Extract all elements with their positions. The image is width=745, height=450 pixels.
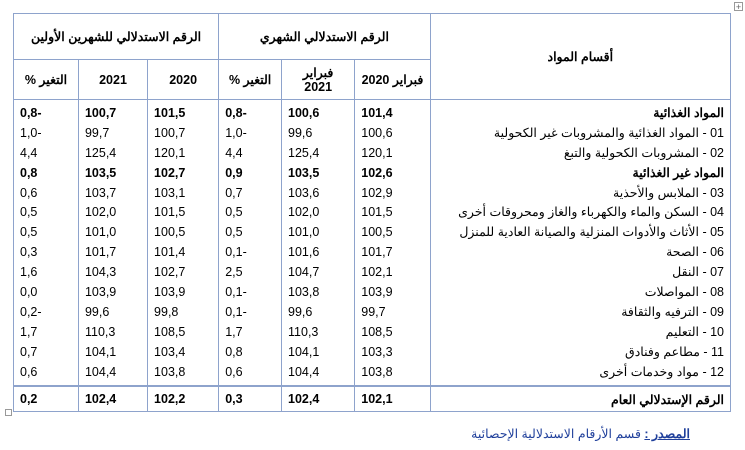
- cell-monthly-change: -0,1: [219, 242, 282, 262]
- cell-monthly-2021: 99,6: [282, 123, 355, 143]
- table-resize-handle-icon[interactable]: [5, 409, 12, 416]
- cell-two-month-2020: 103,4: [148, 342, 219, 362]
- table-row: [14, 163, 731, 183]
- source-value: قسم الأرقام الاستدلالية الإحصائية: [471, 427, 641, 441]
- cell-monthly-2021: 103,8: [282, 282, 355, 302]
- table-row: [14, 143, 731, 163]
- cell-two-month-change: 0,6: [14, 183, 79, 203]
- cell-two-month-2020: 103,8: [148, 362, 219, 387]
- table-row: [14, 322, 731, 342]
- cell-two-month-2020: 101,5: [148, 202, 219, 222]
- row-label: 02 - المشروبات الكحولية والتبغ: [430, 143, 730, 163]
- cell-two-month-2021: 103,5: [78, 163, 147, 183]
- cell-monthly-2020: 102,6: [355, 163, 430, 183]
- cell-two-month-2021: 104,4: [78, 362, 147, 387]
- cell-two-month-change: 1,6: [14, 262, 79, 282]
- table-row: [14, 262, 731, 282]
- cell-monthly-change: 0,3: [219, 386, 282, 412]
- source-note: [471, 426, 690, 441]
- general-index-row: [14, 386, 731, 412]
- cell-monthly-2021: 102,0: [282, 202, 355, 222]
- row-label: 06 - الصحة: [430, 242, 730, 262]
- cell-two-month-change: 0,0: [14, 282, 79, 302]
- cell-two-month-2021: 103,9: [78, 282, 147, 302]
- cell-monthly-change: 1,7: [219, 322, 282, 342]
- price-index-table: [13, 13, 731, 412]
- cell-monthly-2021: 100,6: [282, 100, 355, 123]
- cell-two-month-2020: 102,7: [148, 262, 219, 282]
- row-label: 08 - المواصلات: [430, 282, 730, 302]
- cell-monthly-2021: 102,4: [282, 386, 355, 412]
- cell-monthly-2020: 101,4: [355, 100, 430, 123]
- row-label: 04 - السكن والماء والكهرباء والغاز ومحروقات أخرى: [430, 202, 730, 222]
- cell-monthly-2021: 110,3: [282, 322, 355, 342]
- header-feb-2020: فبراير 2020: [355, 60, 430, 100]
- cell-monthly-2020: 100,6: [355, 123, 430, 143]
- row-label: 07 - النقل: [430, 262, 730, 282]
- cell-monthly-change: 0,9: [219, 163, 282, 183]
- cell-two-month-change: -0,8: [14, 100, 79, 123]
- cell-two-month-2021: 110,3: [78, 322, 147, 342]
- cell-two-month-2020: 102,2: [148, 386, 219, 412]
- cell-monthly-2021: 103,6: [282, 183, 355, 203]
- cell-two-month-2020: 100,5: [148, 222, 219, 242]
- cell-monthly-change: 4,4: [219, 143, 282, 163]
- cell-two-month-change: -1,0: [14, 123, 79, 143]
- table-row: [14, 100, 731, 123]
- cell-monthly-2021: 104,1: [282, 342, 355, 362]
- cell-monthly-2020: 103,3: [355, 342, 430, 362]
- cell-monthly-change: 2,5: [219, 262, 282, 282]
- cell-monthly-2021: 103,5: [282, 163, 355, 183]
- cell-monthly-2020: 120,1: [355, 143, 430, 163]
- cell-monthly-change: 0,7: [219, 183, 282, 203]
- cell-two-month-2020: 108,5: [148, 322, 219, 342]
- table-row: [14, 123, 731, 143]
- cell-monthly-2021: 101,6: [282, 242, 355, 262]
- table-row: [14, 202, 731, 222]
- table-row: [14, 282, 731, 302]
- cell-two-month-change: 0,3: [14, 242, 79, 262]
- header-year-2020: 2020: [148, 60, 219, 100]
- cell-monthly-change: -0,8: [219, 100, 282, 123]
- cell-two-month-change: 1,7: [14, 322, 79, 342]
- cell-monthly-change: 0,5: [219, 222, 282, 242]
- cell-two-month-2021: 99,7: [78, 123, 147, 143]
- table-row: [14, 222, 731, 242]
- cell-two-month-2020: 102,7: [148, 163, 219, 183]
- cell-monthly-2020: 101,5: [355, 202, 430, 222]
- row-label: 12 - مواد وخدمات أخرى: [430, 362, 730, 387]
- cell-monthly-2020: 103,8: [355, 362, 430, 387]
- row-label: 03 - الملابس والأحذية: [430, 183, 730, 203]
- cell-two-month-2021: 101,0: [78, 222, 147, 242]
- cell-monthly-change: -0,1: [219, 282, 282, 302]
- header-feb-2021: فبراير 2021: [282, 60, 355, 100]
- cell-two-month-2021: 100,7: [78, 100, 147, 123]
- cell-two-month-2020: 100,7: [148, 123, 219, 143]
- table-row: [14, 342, 731, 362]
- cell-two-month-change: 0,5: [14, 222, 79, 242]
- cell-two-month-change: 0,2: [14, 386, 79, 412]
- cell-monthly-2020: 102,1: [355, 386, 430, 412]
- cell-two-month-2021: 99,6: [78, 302, 147, 322]
- cell-monthly-2021: 104,7: [282, 262, 355, 282]
- header-two-month-index: الرقم الاستدلالي للشهرين الأولين: [14, 14, 219, 60]
- cell-two-month-2020: 103,9: [148, 282, 219, 302]
- cell-monthly-2020: 99,7: [355, 302, 430, 322]
- cell-two-month-2021: 125,4: [78, 143, 147, 163]
- table-body: [14, 100, 731, 387]
- header-categories: أقسام المواد: [430, 14, 730, 100]
- cell-monthly-2021: 99,6: [282, 302, 355, 322]
- cell-two-month-2020: 101,4: [148, 242, 219, 262]
- cell-two-month-2020: 99,8: [148, 302, 219, 322]
- row-label: 10 - التعليم: [430, 322, 730, 342]
- cell-two-month-change: -0,2: [14, 302, 79, 322]
- cell-two-month-2021: 102,4: [78, 386, 147, 412]
- cell-monthly-2020: 101,7: [355, 242, 430, 262]
- row-label: 11 - مطاعم وفنادق: [430, 342, 730, 362]
- cell-monthly-change: -0,1: [219, 302, 282, 322]
- cell-two-month-2021: 104,1: [78, 342, 147, 362]
- row-label: 09 - الترفيه والثقافة: [430, 302, 730, 322]
- cell-monthly-change: 0,8: [219, 342, 282, 362]
- cell-monthly-2021: 101,0: [282, 222, 355, 242]
- cell-monthly-2020: 102,1: [355, 262, 430, 282]
- row-label: الرقم الإستدلالي العام: [430, 386, 730, 412]
- table-move-handle-icon[interactable]: +: [735, 2, 742, 12]
- cell-monthly-change: 0,5: [219, 202, 282, 222]
- cell-two-month-change: 0,5: [14, 202, 79, 222]
- header-monthly-change: التغير %: [219, 60, 282, 100]
- row-label: المواد الغذائية: [430, 100, 730, 123]
- table-row: [14, 362, 731, 387]
- cell-two-month-change: 4,4: [14, 143, 79, 163]
- cell-two-month-2020: 103,1: [148, 183, 219, 203]
- cell-monthly-2021: 125,4: [282, 143, 355, 163]
- cell-two-month-change: 0,8: [14, 163, 79, 183]
- cell-two-month-2020: 120,1: [148, 143, 219, 163]
- table-row: [14, 242, 731, 262]
- table-row: [14, 183, 731, 203]
- row-label: 05 - الأثاث والأدوات المنزلية والصيانة العادية للمنزل: [430, 222, 730, 242]
- row-label: المواد غير الغذائية: [430, 163, 730, 183]
- row-label: 01 - المواد الغذائية والمشروبات غير الكحولية: [430, 123, 730, 143]
- cell-monthly-2021: 104,4: [282, 362, 355, 387]
- cell-two-month-2021: 104,3: [78, 262, 147, 282]
- cell-monthly-change: -1,0: [219, 123, 282, 143]
- header-two-month-change: التغير %: [14, 60, 79, 100]
- cell-two-month-2021: 103,7: [78, 183, 147, 203]
- header-year-2021: 2021: [78, 60, 147, 100]
- cell-monthly-2020: 102,9: [355, 183, 430, 203]
- source-key: المصدر :: [644, 427, 690, 441]
- cell-monthly-2020: 100,5: [355, 222, 430, 242]
- table-row: [14, 302, 731, 322]
- cell-two-month-change: 0,7: [14, 342, 79, 362]
- cell-two-month-change: 0,6: [14, 362, 79, 387]
- cell-monthly-change: 0,6: [219, 362, 282, 387]
- cell-two-month-2021: 101,7: [78, 242, 147, 262]
- header-monthly-index: الرقم الاستدلالي الشهري: [219, 14, 430, 60]
- cell-monthly-2020: 108,5: [355, 322, 430, 342]
- cell-monthly-2020: 103,9: [355, 282, 430, 302]
- cell-two-month-2021: 102,0: [78, 202, 147, 222]
- cell-two-month-2020: 101,5: [148, 100, 219, 123]
